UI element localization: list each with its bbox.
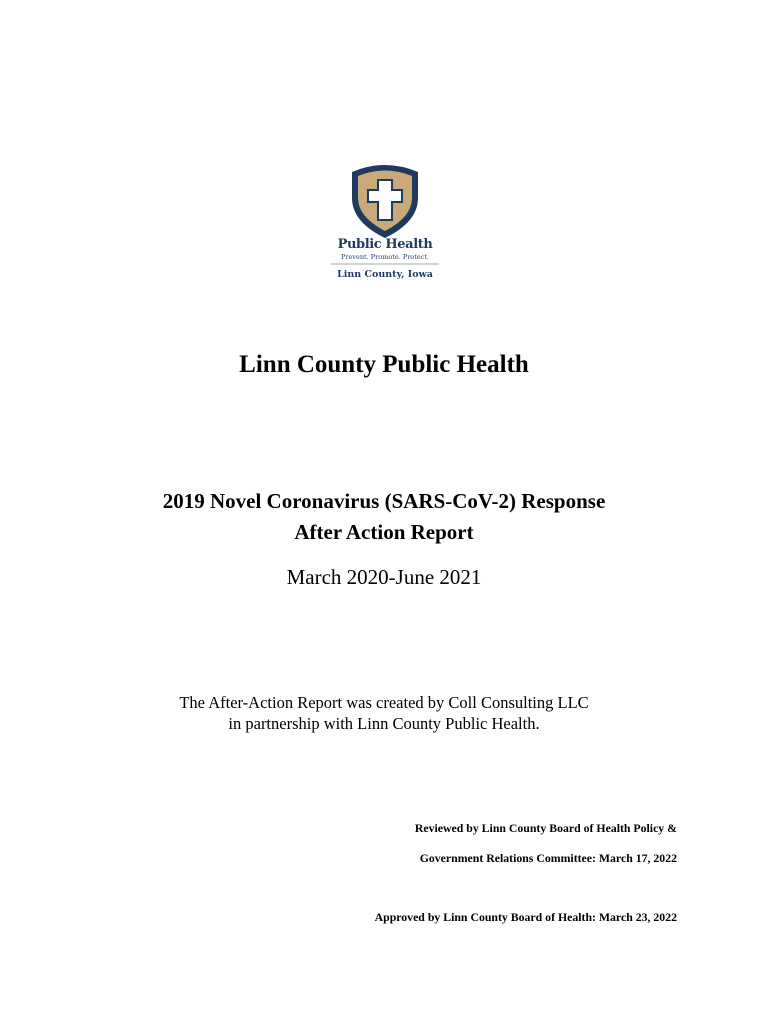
public-health-logo [318,158,452,286]
logo-tagline-text: Prevent. Promote. Protect. [340,253,430,261]
reviewed-line-1: Reviewed by Linn County Board of Health Policy & [414,821,677,835]
organization-title [0,348,768,382]
report-dates-text: March 2020-June 2021 [286,565,482,589]
report-dates [0,562,768,592]
logo-location-text: Linn County, Iowa [337,269,433,280]
report-title-line-1: 2019 Novel Coronavirus (SARS-CoV-2) Response [162,489,606,513]
logo-brand-text: Public Health [337,237,433,252]
credit-statement [0,692,768,734]
credit-line-1: The After-Action Report was created by Coll Consulting LLC [179,693,589,712]
report-title-line-2: After Action Report [294,520,474,544]
approved-line: Approved by Linn County Board of Health: March 23, 2022 [374,910,677,924]
organization-title-text: Linn County Public Health [239,351,529,378]
report-title [0,486,768,548]
reviewed-line-2: Government Relations Committee: March 17, 2022 [419,851,677,865]
credit-line-2: in partnership with Linn County Public Health. [228,714,540,733]
